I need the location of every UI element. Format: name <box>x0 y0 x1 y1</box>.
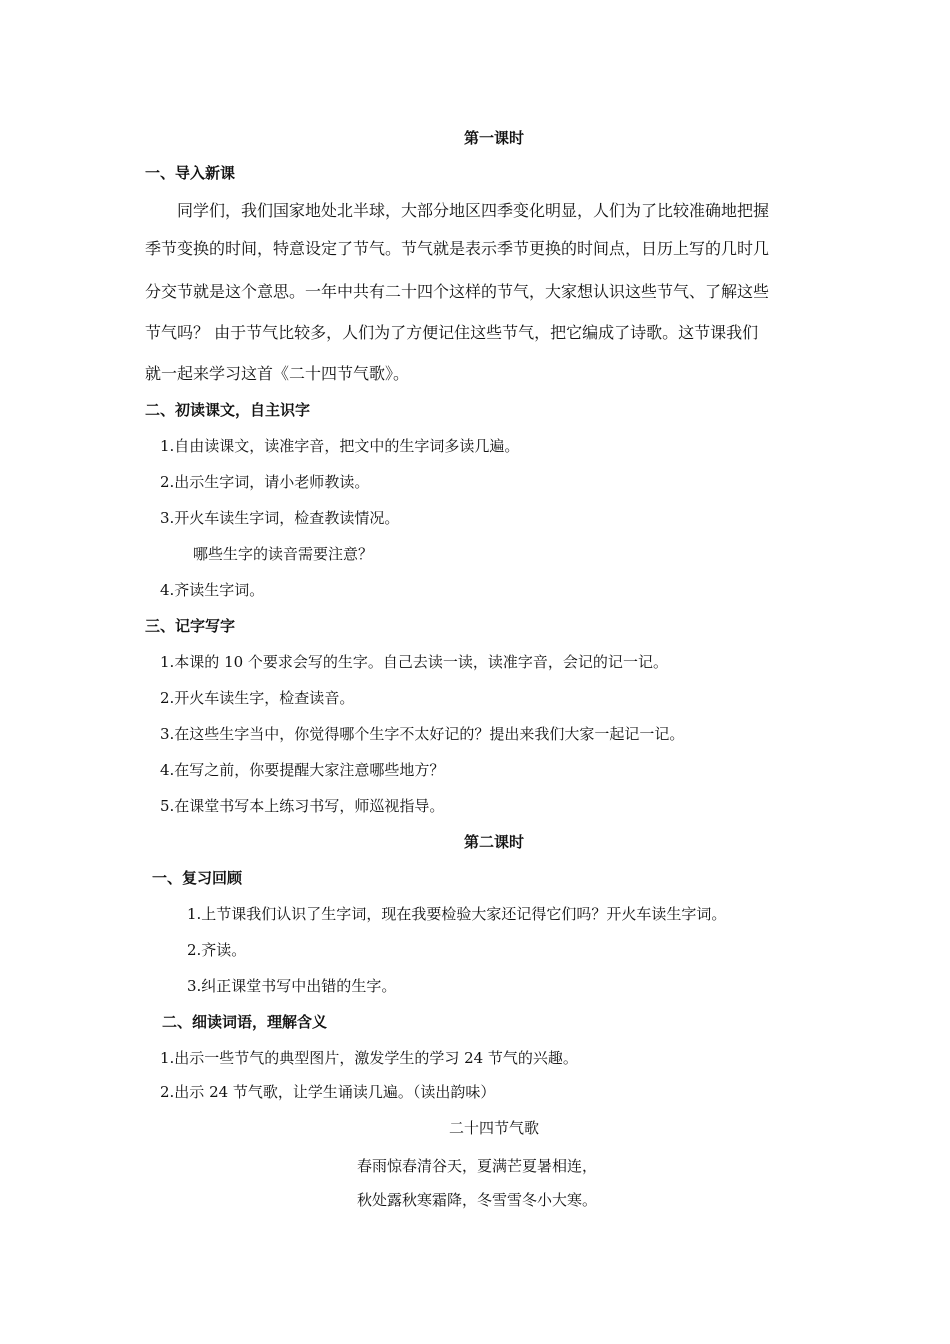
list-item: 1.自由读课文，读准字音，把文中的生字词多读几遍。 <box>160 437 520 455</box>
list-item: 1.出示一些节气的典型图片，激发学生的学习 24 节气的兴趣。 <box>160 1049 578 1067</box>
list-item: 4.齐读生字词。 <box>160 581 265 599</box>
list-item: 3.开火车读生字词，检查教读情况。 <box>160 509 400 527</box>
list-item: 2.出示 24 节气歌，让学生诵读几遍。（读出韵味） <box>160 1083 496 1101</box>
list-item: 2.开火车读生字，检查读音。 <box>160 689 355 707</box>
list-item: 3.在这些生字当中，你觉得哪个生字不太好记的？提出来我们大家一起记一记。 <box>160 725 685 743</box>
poem-line: 秋处露秋寒霜降，冬雪雪冬小大寒。 <box>357 1191 598 1209</box>
list-item: 5.在课堂书写本上练习书写，师巡视指导。 <box>160 797 445 815</box>
poem-title: 二十四节气歌 <box>448 1119 539 1137</box>
lesson2-title: 第二课时 <box>463 833 524 851</box>
list-item: 2.出示生字词，请小老师教读。 <box>160 473 370 491</box>
list-item: 3.纠正课堂书写中出错的生字。 <box>187 977 397 995</box>
section-heading: 三、记字写字 <box>145 617 236 635</box>
list-item: 4.在写之前，你要提醒大家注意哪些地方？ <box>160 761 445 779</box>
section-heading: 二、细读词语，理解含义 <box>162 1013 328 1031</box>
list-item: 1.上节课我们认识了生字词，现在我要检验大家还记得它们吗？开火车读生字词。 <box>187 905 727 923</box>
paragraph-line: 季节变换的时间，特意设定了节气。节气就是表示季节更换的时间点，日历上写的几时几 <box>145 239 770 258</box>
section-heading: 一、导入新课 <box>145 164 236 182</box>
list-item: 2.齐读。 <box>187 941 247 959</box>
paragraph-line: 节气吗？ 由于节气比较多，人们为了方便记住这些节气，把它编成了诗歌。这节课我们 <box>145 323 759 342</box>
paragraph-line: 分交节就是这个意思。一年中共有二十四个这样的节气，大家想认识这些节气、了解这些 <box>145 282 770 301</box>
paragraph-line: 就一起来学习这首《二十四节气歌》。 <box>145 364 410 383</box>
list-item: 1.本课的 10 个要求会写的生字。自己去读一读，读准字音，会记的记一记。 <box>160 653 668 671</box>
section-heading: 一、复习回顾 <box>152 869 243 887</box>
paragraph-line: 同学们，我们国家地处北半球，大部分地区四季变化明显，人们为了比较准确地把握 <box>177 201 770 220</box>
section-heading: 二、初读课文，自主识字 <box>145 401 311 419</box>
lesson1-title: 第一课时 <box>463 129 524 147</box>
poem-line: 春雨惊春清谷天，夏满芒夏暑相连， <box>357 1157 598 1175</box>
list-item: 哪些生字的读音需要注意？ <box>193 545 374 563</box>
